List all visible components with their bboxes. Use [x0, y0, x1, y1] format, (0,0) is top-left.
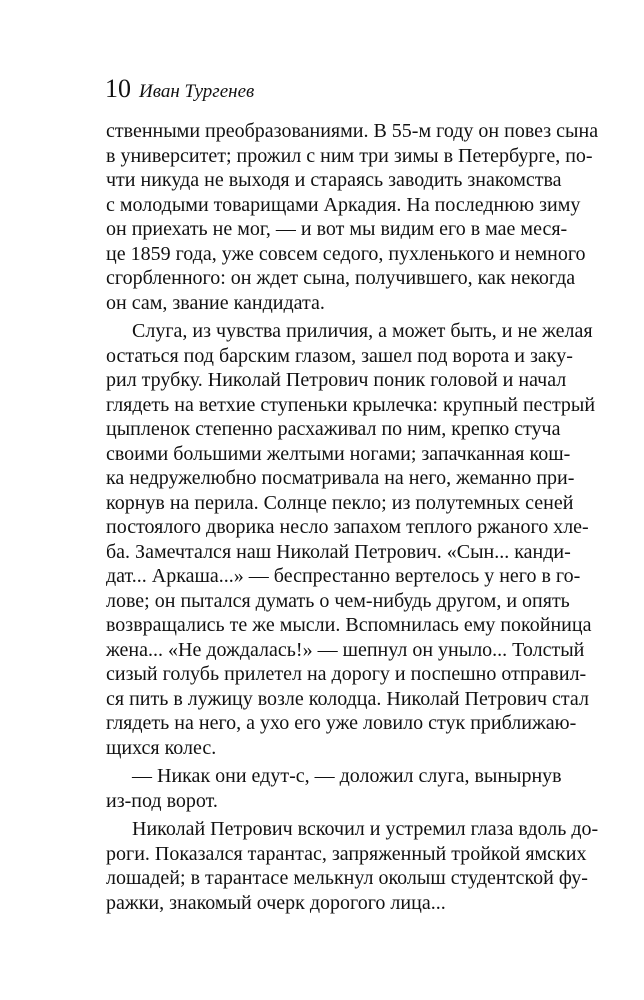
text-line: с молодыми товарищами Аркадия. На последнюю зиму — [106, 193, 581, 216]
text-line: ственными преобразованиями. В 55-м году он повез сына — [106, 120, 599, 142]
text-line: лошадей; в тарантасе мелькнул околыш студентской фу- — [106, 867, 588, 889]
text-line: сгорбленного: он ждет сына, получившего, как некогда — [106, 267, 576, 289]
text-line: ражки, знакомый очерк дорогого лица... — [106, 891, 446, 914]
text-line: остаться под барским глазом, зашел под ворота и заку- — [106, 344, 573, 367]
text-line: корнув на перила. Солнце пекло; из полутемных сеней — [106, 491, 574, 514]
text-line: жена... «Не дождалась!» — шепнул он уныло... Толстый — [106, 638, 585, 661]
page-number: 10 — [105, 74, 131, 103]
text-line: ся пить в лужицу возле колодца. Николай Петрович стал — [106, 687, 589, 710]
text-line: щихся колес. — [106, 736, 217, 759]
text-line: он приехать не мог, — и вот мы видим его в мае меся- — [106, 218, 568, 240]
text-line: глядеть на него, а ухо его уже ловило стук приближаю- — [106, 712, 577, 734]
text-line: глядеть на ветхие ступеньки крылечка: крупный пестрый — [106, 393, 596, 416]
text-line: чти никуда не выходя и стараясь заводить знакомства — [106, 169, 562, 191]
text-line: возвращались те же мысли. Вспомнилась ему покойница — [106, 614, 592, 636]
text-line: своими большими желтыми ногами; запачканная кош- — [106, 442, 571, 465]
text-line: це 1859 года, уже совсем седого, пухленького и немного — [106, 242, 586, 265]
text-line: сизый голубь прилетел на дорогу и поспешно отправил- — [106, 663, 587, 685]
text-line: он сам, звание кандидата. — [106, 291, 325, 314]
text-line: лове; он пытался думать о чем-нибудь другом, и опять — [106, 589, 570, 612]
body-text — [106, 119, 599, 915]
text-line: роги. Показался тарантас, запряженный тройкой ямских — [106, 842, 587, 865]
running-head — [105, 74, 254, 107]
text-line: ка недружелюбно посматривала на него, жеманно при- — [106, 467, 575, 489]
text-line: в университет; прожил с ним три зимы в Петербурге, по- — [106, 144, 593, 167]
text-line: ба. Замечтался наш Николай Петрович. «Сын... канди- — [106, 540, 571, 563]
text-line: цыпленок степенно расхаживал по ним, крепко стуча — [106, 418, 561, 440]
text-line: из-под ворот. — [106, 789, 218, 812]
text-line: дат... Аркаша...» — беспрестанно вертелось у него в го- — [106, 565, 581, 587]
running-head-author: Иван Тургенев — [139, 81, 255, 102]
text-line: Николай Петрович вскочил и устремил глаза вдоль до- — [132, 818, 599, 840]
text-line: — Никак они едут-с, — доложил слуга, вынырнув — [132, 765, 562, 787]
text-line: Слуга, из чувства приличия, а может быть, и не желая — [132, 320, 593, 342]
text-line: постоялого дворика несло запахом теплого ржаного хле- — [106, 516, 589, 538]
text-line: рил трубку. Николай Петрович поник головой и начал — [106, 369, 567, 391]
